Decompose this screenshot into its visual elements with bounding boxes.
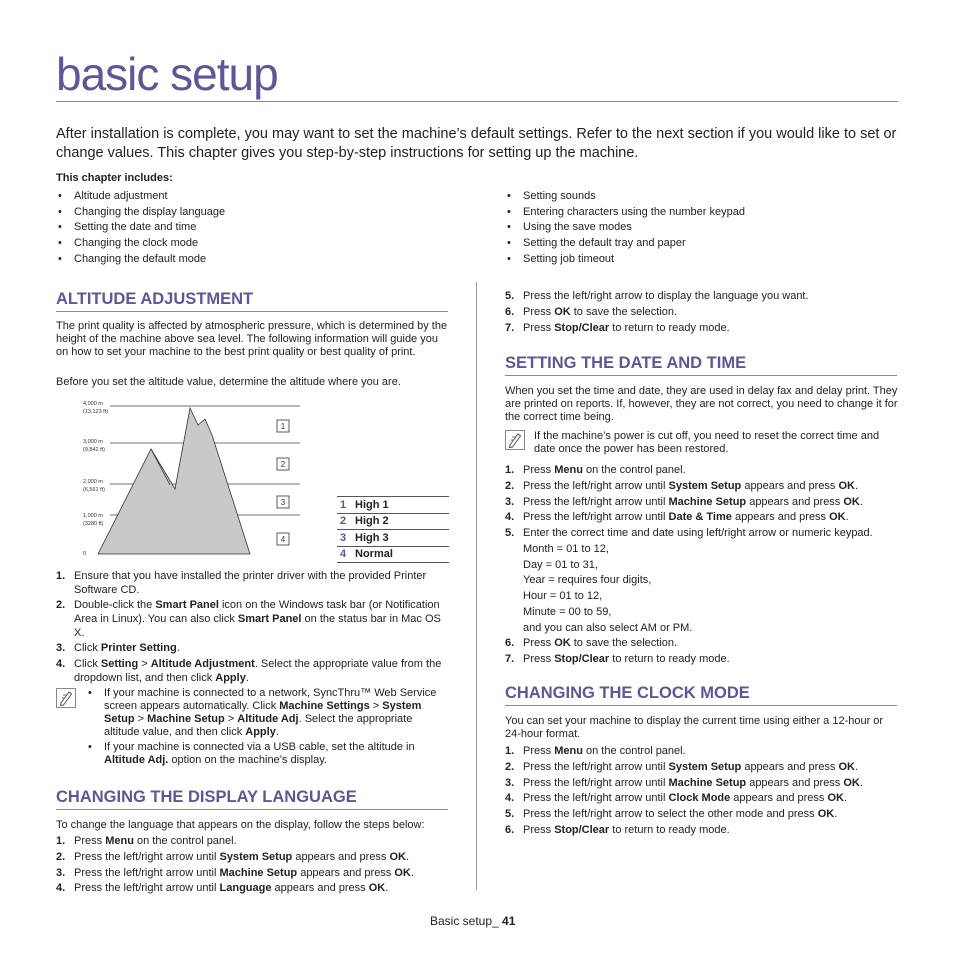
step-text: icon on the Windows task bar (or Notification Area in Linux). You can also click <box>74 599 440 625</box>
step-text: to return to ready mode. <box>609 823 730 836</box>
step-bold: Date & Time <box>668 511 732 524</box>
step-bold: Stop/Clear <box>554 321 610 334</box>
step-bold: Apply <box>215 671 246 684</box>
step-bold: Altitude Adjustment <box>150 658 255 671</box>
table-cell-number: 4 <box>337 546 352 563</box>
note-bold: System Setup <box>104 700 422 725</box>
step-bold: Clock Mode <box>668 792 731 805</box>
note-text: > <box>369 700 383 712</box>
step-bold: System Setup <box>668 760 742 773</box>
page-number: 41 <box>502 914 516 928</box>
list-item <box>56 835 450 849</box>
step-number: 5. <box>505 290 515 302</box>
note-text: If your machine is connected via a USB cable, set the altitude in <box>104 741 415 753</box>
step-bold: OK <box>843 495 860 508</box>
step-text: Press the left/right arrow until <box>523 760 669 773</box>
range-line: Year = requires four digits, <box>523 574 652 587</box>
step-number: 6. <box>505 823 515 836</box>
datetime-ranges <box>523 543 893 639</box>
step-text: appears and press <box>297 866 395 879</box>
list-item: • Using the save modes <box>505 220 745 236</box>
marker-label: 1 <box>280 422 286 431</box>
step-number: 2. <box>56 850 66 863</box>
column-divider <box>476 282 477 890</box>
table-cell-label: Normal <box>352 546 449 563</box>
list-item: • Changing the display language <box>56 205 225 221</box>
step-text: appears and press <box>271 882 369 895</box>
list-item: • Altitude adjustment <box>56 189 225 205</box>
list-item <box>505 480 899 494</box>
clock-heading: CHANGING THE CLOCK MODE <box>505 684 750 702</box>
table-cell-label: High 1 <box>352 497 449 514</box>
step-bold: System Setup <box>219 850 293 863</box>
list-item <box>505 777 899 791</box>
step-text: Double-click the <box>74 599 156 612</box>
step-text: Press <box>523 652 555 665</box>
list-item <box>56 642 450 656</box>
step-text: . <box>855 479 859 492</box>
step-text: Click <box>74 658 101 671</box>
list-item <box>505 792 899 806</box>
list-item <box>505 824 899 838</box>
title-divider <box>56 101 898 102</box>
step-text: Press the left/right arrow until <box>523 479 669 492</box>
range-line: Minute = 00 to 59, <box>523 605 612 618</box>
list-item: • Setting the default tray and paper <box>505 236 745 252</box>
step-text: . <box>834 808 838 821</box>
step-number: 3. <box>56 642 66 655</box>
step-bold: Stop/Clear <box>554 823 610 836</box>
language-steps-part1 <box>56 835 450 898</box>
note-text: > <box>224 713 238 725</box>
step-text: Press the left/right arrow to select the other mode and press <box>523 808 818 821</box>
list-item <box>56 570 450 597</box>
step-bold: Language <box>219 882 272 895</box>
step-text: Click <box>74 642 101 655</box>
list-item <box>505 745 899 759</box>
list-item <box>56 867 450 881</box>
datetime-heading-rule <box>505 375 897 376</box>
step-number: 6. <box>505 637 515 649</box>
step-number: 3. <box>505 495 515 508</box>
datetime-paragraph: When you set the time and date, they are used in delay fax and delay print. They are printed on reports. If, however, they are not correct, you need to change it for the correct time being. <box>505 385 898 423</box>
step-bold: Menu <box>554 464 583 476</box>
note-text: If your machine is connected to a network, SyncThru™ Web Service screen appears automatically. Click <box>104 687 437 712</box>
step-text: . <box>845 511 849 524</box>
step-bold: OK <box>554 637 571 649</box>
table-row <box>337 546 449 563</box>
range-line: Month = 01 to 12, <box>523 543 609 555</box>
list-item <box>505 511 899 525</box>
step-text: appears and press <box>746 495 844 508</box>
step-text: Press the left/right arrow until <box>74 882 220 895</box>
list-item <box>505 322 899 336</box>
step-text: . Select the appropriate value from the dropdown list, and then click <box>74 658 442 684</box>
list-item <box>505 761 899 775</box>
step-text: . <box>410 866 414 879</box>
language-heading-rule <box>56 809 448 810</box>
level-label-m: 4,000 m <box>83 401 103 407</box>
step-text: to return to ready mode. <box>609 652 730 665</box>
mountain-shape <box>98 408 250 554</box>
step-text: . <box>843 792 848 805</box>
step-text: on the control panel. <box>582 464 686 476</box>
step-bold: OK <box>394 866 411 879</box>
step-text: . <box>855 760 859 773</box>
step-bold: Stop/Clear <box>554 652 610 665</box>
step-number: 4. <box>56 658 66 671</box>
altitude-steps <box>56 570 450 688</box>
list-item <box>56 658 450 685</box>
note-bold: Altitude Adj. <box>104 754 169 766</box>
step-text: appears and press <box>741 479 839 492</box>
datetime-note: If the machine’s power is cut off, you need to reset the correct time and date once the power has been restored. <box>534 430 880 455</box>
language-steps-part2 <box>505 290 899 337</box>
list-item <box>56 882 450 896</box>
range-line: Day = 01 to 31, <box>523 558 598 571</box>
step-bold: OK <box>843 776 860 789</box>
step-text: Press <box>523 321 555 334</box>
step-bold: OK <box>827 792 844 805</box>
step-number: 1. <box>56 835 66 847</box>
table-row <box>337 497 449 514</box>
list-item: • Setting job timeout <box>505 252 745 268</box>
step-text: Press the left/right arrow until <box>74 850 220 863</box>
marker-label: 2 <box>280 460 286 469</box>
table-row <box>337 513 449 530</box>
list-item <box>505 496 899 510</box>
step-text: Press the left/right arrow until <box>523 792 669 805</box>
list-item <box>505 637 899 651</box>
table-cell-number: 2 <box>337 513 352 530</box>
step-text: Press the left/right arrow until <box>523 511 669 524</box>
step-number: 2. <box>56 599 66 612</box>
language-paragraph: To change the language that appears on the display, follow the steps below: <box>56 819 425 831</box>
step-text: Press <box>523 305 555 318</box>
table-cell-number: 3 <box>337 530 352 547</box>
step-bold: Smart Panel <box>155 599 219 612</box>
note-text: > <box>134 713 148 725</box>
step-number: 3. <box>505 776 515 789</box>
list-item <box>505 527 899 541</box>
range-line: Hour = 01 to 12, <box>523 590 603 603</box>
step-text: to return to ready mode. <box>609 321 730 334</box>
list-item <box>505 653 899 667</box>
note-icon <box>505 430 525 450</box>
step-bold: OK <box>389 850 406 863</box>
clock-steps <box>505 745 899 840</box>
page-footer <box>430 914 515 928</box>
step-bold: Machine Setup <box>219 866 298 879</box>
step-bold: OK <box>368 882 386 895</box>
note-text: . Select the appropriate altitude value, and then click <box>104 713 413 738</box>
list-item: • Setting sounds <box>505 189 745 205</box>
page-title: basic setup <box>56 48 278 100</box>
step-text: appears and press <box>746 776 844 789</box>
note-bold: Machine Settings <box>279 700 370 712</box>
step-number: 4. <box>505 511 515 524</box>
step-text: Press <box>523 823 555 836</box>
clock-heading-rule <box>505 705 897 706</box>
step-text: . <box>406 850 410 863</box>
step-text: appears and press <box>741 760 839 773</box>
list-item: • Changing the default mode <box>56 252 225 268</box>
step-number: 5. <box>505 527 515 540</box>
step-text: on the status bar in Mac OS X. <box>74 612 441 639</box>
language-heading: CHANGING THE DISPLAY LANGUAGE <box>56 788 357 806</box>
list-item <box>86 741 448 767</box>
step-text: Press the left/right arrow until <box>74 866 220 879</box>
datetime-steps <box>505 464 899 543</box>
level-label-ft: (6,561 ft) <box>83 487 106 493</box>
step-bold: OK <box>829 511 846 524</box>
includes-list-right <box>505 189 745 267</box>
level-label-ft: (9,842 ft) <box>83 447 106 453</box>
level-label-m: 1,000 m <box>83 513 103 519</box>
altitude-note-list <box>86 687 448 767</box>
step-text: . <box>176 642 180 655</box>
step-text: . <box>859 776 863 789</box>
marker-label: 4 <box>280 535 286 544</box>
intro-paragraph: After installation is complete, you may want to set the machine’s default settings. Refer to the next section if you would like to set or change values. This chapter gives you step-by-step instructions for setting up the machine. <box>56 126 897 161</box>
note-bold: Machine Setup <box>147 713 225 725</box>
level-label-ft: (3280 ft) <box>83 521 104 527</box>
step-number: 1. <box>56 570 66 582</box>
table-cell-label: High 2 <box>352 513 449 530</box>
step-bold: Menu <box>554 745 583 757</box>
step-text: . <box>859 495 863 508</box>
step-text: Press the left/right arrow to display the language you want. <box>523 290 809 302</box>
step-number: 2. <box>505 760 515 773</box>
step-text: Press the left/right arrow until <box>523 776 669 789</box>
step-bold: Menu <box>105 835 134 847</box>
altitude-paragraph-1: The print quality is affected by atmospheric pressure, which is determined by the height of the machine above sea level. The following information will guide you on how to set your machine to the best print quality or best quality of print. <box>56 320 448 358</box>
altitude-heading: ALTITUDE ADJUSTMENT <box>56 290 254 308</box>
list-item <box>505 464 899 478</box>
note-icon <box>56 688 76 708</box>
list-item <box>56 599 450 640</box>
step-number: 7. <box>505 321 515 334</box>
level-label-m: 0 <box>83 551 87 557</box>
note-text: . <box>275 726 279 738</box>
step-text: . <box>385 882 389 895</box>
step-text: Press <box>523 745 555 757</box>
step-number: 6. <box>505 305 515 318</box>
step-text: Press the left/right arrow until <box>523 495 669 508</box>
step-number: 1. <box>505 745 515 757</box>
step-number: 4. <box>56 882 66 895</box>
step-bold: OK <box>817 808 835 821</box>
altitude-heading-rule <box>56 311 448 312</box>
step-bold: Machine Setup <box>668 776 747 789</box>
step-bold: Machine Setup <box>668 495 747 508</box>
altitude-table <box>337 496 449 563</box>
marker-label: 3 <box>280 498 286 507</box>
list-item <box>505 808 899 822</box>
step-text: Press <box>523 464 555 476</box>
list-item <box>505 306 899 320</box>
level-label-m: 3,000 m <box>83 439 103 445</box>
note-bold: Altitude Adj <box>237 713 299 725</box>
list-item: • Entering characters using the number keypad <box>505 205 745 221</box>
note-text: option on the machine’s display. <box>168 754 327 766</box>
step-text: to save the selection. <box>570 637 678 649</box>
list-item <box>86 687 448 739</box>
list-item <box>505 290 899 304</box>
step-bold: Smart Panel <box>237 612 302 625</box>
step-text: Enter the correct time and date using left/right arrow or numeric keypad. <box>523 527 873 540</box>
step-text: appears and press <box>731 511 830 524</box>
step-number: 1. <box>505 464 515 476</box>
step-number: 5. <box>505 808 515 821</box>
step-text: appears and press <box>292 850 390 863</box>
step-text: Press <box>74 835 106 847</box>
step-bold: Setting <box>100 658 139 671</box>
level-label-ft: (13,123 ft) <box>83 409 109 415</box>
list-item <box>56 851 450 865</box>
step-bold: OK <box>838 479 855 492</box>
step-number: 2. <box>505 479 515 492</box>
step-bold: OK <box>838 760 855 773</box>
step-text: Ensure that you have installed the printer driver with the provided Printer Software CD. <box>74 570 427 596</box>
list-item: • Setting the date and time <box>56 220 225 236</box>
range-line: and you can also select AM or PM. <box>523 621 693 634</box>
step-text: Press <box>523 637 555 649</box>
table-cell-number: 1 <box>337 497 352 514</box>
footer-label: Basic setup_ <box>430 914 503 928</box>
step-number: 7. <box>505 652 515 665</box>
step-bold: OK <box>554 305 571 318</box>
step-text: to save the selection. <box>570 305 678 318</box>
list-item: • Changing the clock mode <box>56 236 225 252</box>
level-label-m: 2,000 m <box>83 479 103 485</box>
step-text: appears and press <box>730 792 828 805</box>
step-text: > <box>138 658 151 671</box>
step-number: 4. <box>505 792 515 805</box>
altitude-paragraph-2: Before you set the altitude value, determine the altitude where you are. <box>56 376 401 388</box>
step-text: . <box>245 671 249 684</box>
step-number: 3. <box>56 866 66 879</box>
step-bold: System Setup <box>668 479 742 492</box>
step-text: on the control panel. <box>582 745 686 757</box>
table-row <box>337 530 449 547</box>
includes-list-left <box>56 189 225 267</box>
table-cell-label: High 3 <box>352 530 449 547</box>
clock-paragraph: You can set your machine to display the current time using either a 12-hour or 24-hour format. <box>505 715 884 740</box>
includes-label: This chapter includes: <box>56 172 173 184</box>
step-text: on the control panel. <box>133 835 237 847</box>
step-bold: Printer Setting <box>100 642 177 655</box>
note-bold: Apply <box>245 726 276 738</box>
datetime-heading: SETTING THE DATE AND TIME <box>505 354 747 372</box>
datetime-steps-end <box>505 637 899 669</box>
